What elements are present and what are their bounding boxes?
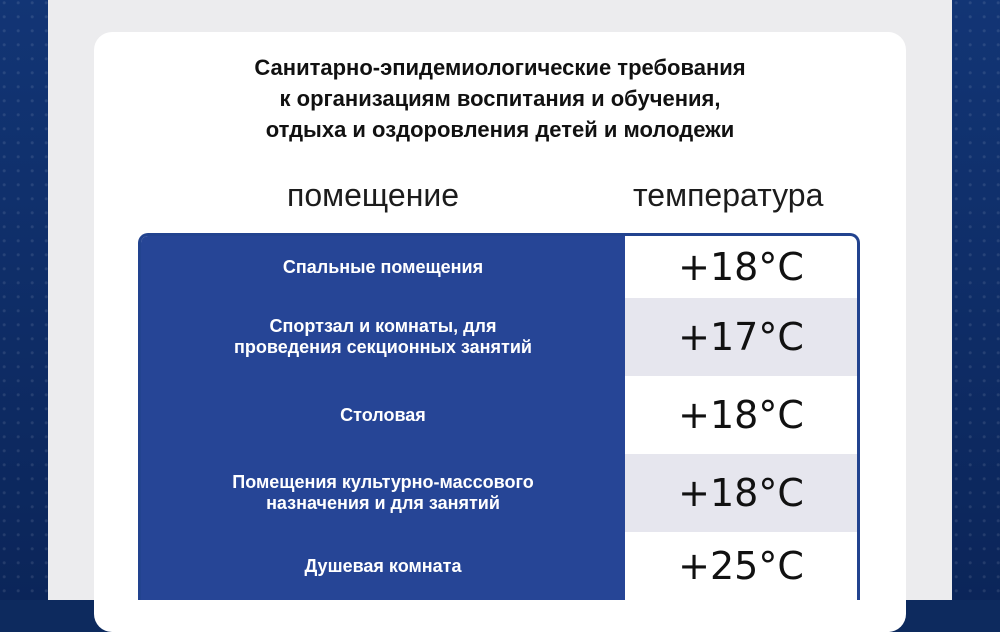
title-line-2: к организациям воспитания и обучения, bbox=[279, 86, 721, 111]
temperature-cell: +17°C bbox=[625, 298, 857, 376]
column-header-room: помещение bbox=[287, 177, 460, 213]
room-cell bbox=[141, 454, 625, 532]
room-label: Душевая комната bbox=[304, 555, 462, 576]
temperature-cell: +25°C bbox=[678, 544, 804, 588]
temperature-cell: +18°C bbox=[678, 393, 804, 437]
table-row bbox=[141, 454, 857, 532]
page-title bbox=[0, 52, 1000, 145]
room-cell bbox=[141, 298, 625, 376]
table-row bbox=[141, 298, 857, 376]
table-row bbox=[141, 532, 857, 600]
room-label: Помещения культурно-массового назначения и для занятий bbox=[232, 472, 534, 513]
room-cell bbox=[141, 532, 625, 600]
temperature-table bbox=[138, 233, 860, 600]
room-label: Спортзал и комнаты, для проведения секционных занятий bbox=[234, 316, 532, 357]
title-line-1: Санитарно-эпидемиологические требования bbox=[254, 55, 746, 80]
room-cell bbox=[141, 376, 625, 454]
temperature-cell: +18°C bbox=[678, 245, 804, 289]
table-row bbox=[141, 236, 857, 298]
title-line-3: отдыха и оздоровления детей и молодежи bbox=[265, 117, 735, 142]
column-header-temperature: температура bbox=[633, 177, 824, 213]
room-label: Столовая bbox=[340, 404, 426, 425]
temperature-cell: +18°C bbox=[625, 454, 857, 532]
room-label: Спальные помещения bbox=[282, 256, 484, 277]
room-cell bbox=[141, 236, 625, 298]
table-row bbox=[141, 376, 857, 454]
